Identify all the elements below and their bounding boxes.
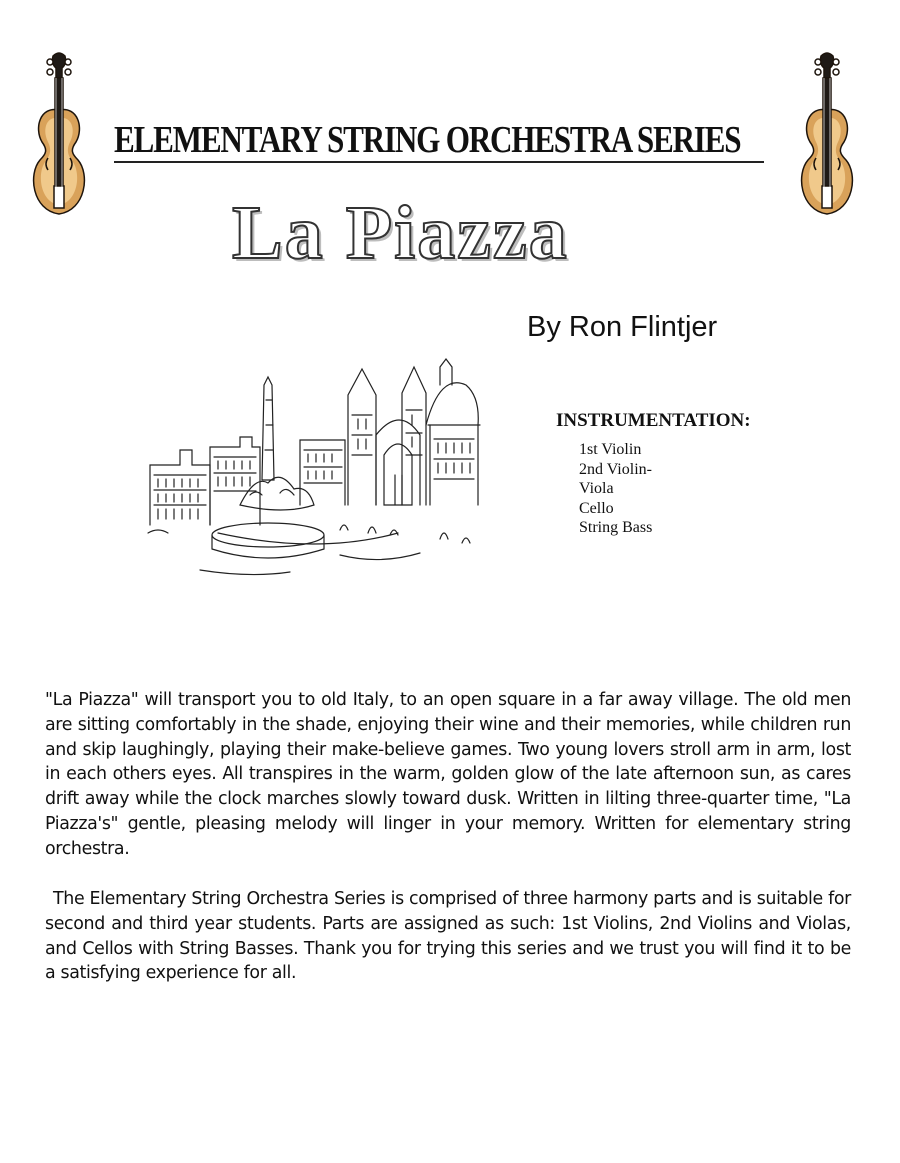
instrumentation-list bbox=[579, 440, 652, 538]
list-item: Cello bbox=[579, 499, 614, 517]
piazza-illustration bbox=[140, 355, 485, 595]
description-paragraph: "La Piazza" will transport you to old Italy, to an open square in a far away village. The old men are sitting comfortably in the shade, enjoying their wine and their memories, while children run and skip laughingly, playing their make-believe games. Two young lovers stroll arm in arm, lost in each others eyes. All transpires in the warm, golden glow of the late afternoon sun, as cares drift away while the clock marches slowly toward dusk. Written in lilting three-quarter time, "La Piazza's" gentle, pleasing melody will linger in your memory. Written for elementary string orchestra. bbox=[45, 690, 851, 859]
composer-byline: By Ron Flintjer bbox=[527, 311, 718, 343]
list-item: String Bass bbox=[579, 519, 653, 536]
title-underline bbox=[114, 161, 764, 163]
page-title: La Piazza bbox=[232, 191, 569, 275]
instrumentation-heading: INSTRUMENTATION: bbox=[556, 410, 751, 431]
list-item: 1st Violin bbox=[579, 441, 642, 458]
list-item: Viola bbox=[579, 480, 614, 497]
series-info-paragraph: The Elementary String Orchestra Series is comprised of three harmony parts and is suitable for second and third year students. Parts are assigned as such: 1st Violins, 2nd Violins and Violas, and Cellos with String Basses. Thank you for trying this series and we trust you will find it to be a satisfying experience for all. bbox=[45, 889, 851, 984]
list-item: 2nd Violin- bbox=[579, 460, 652, 478]
violin-icon bbox=[26, 50, 92, 220]
violin-icon bbox=[794, 50, 860, 220]
series-title: ELEMENTARY STRING ORCHESTRA SERIES bbox=[114, 119, 741, 161]
